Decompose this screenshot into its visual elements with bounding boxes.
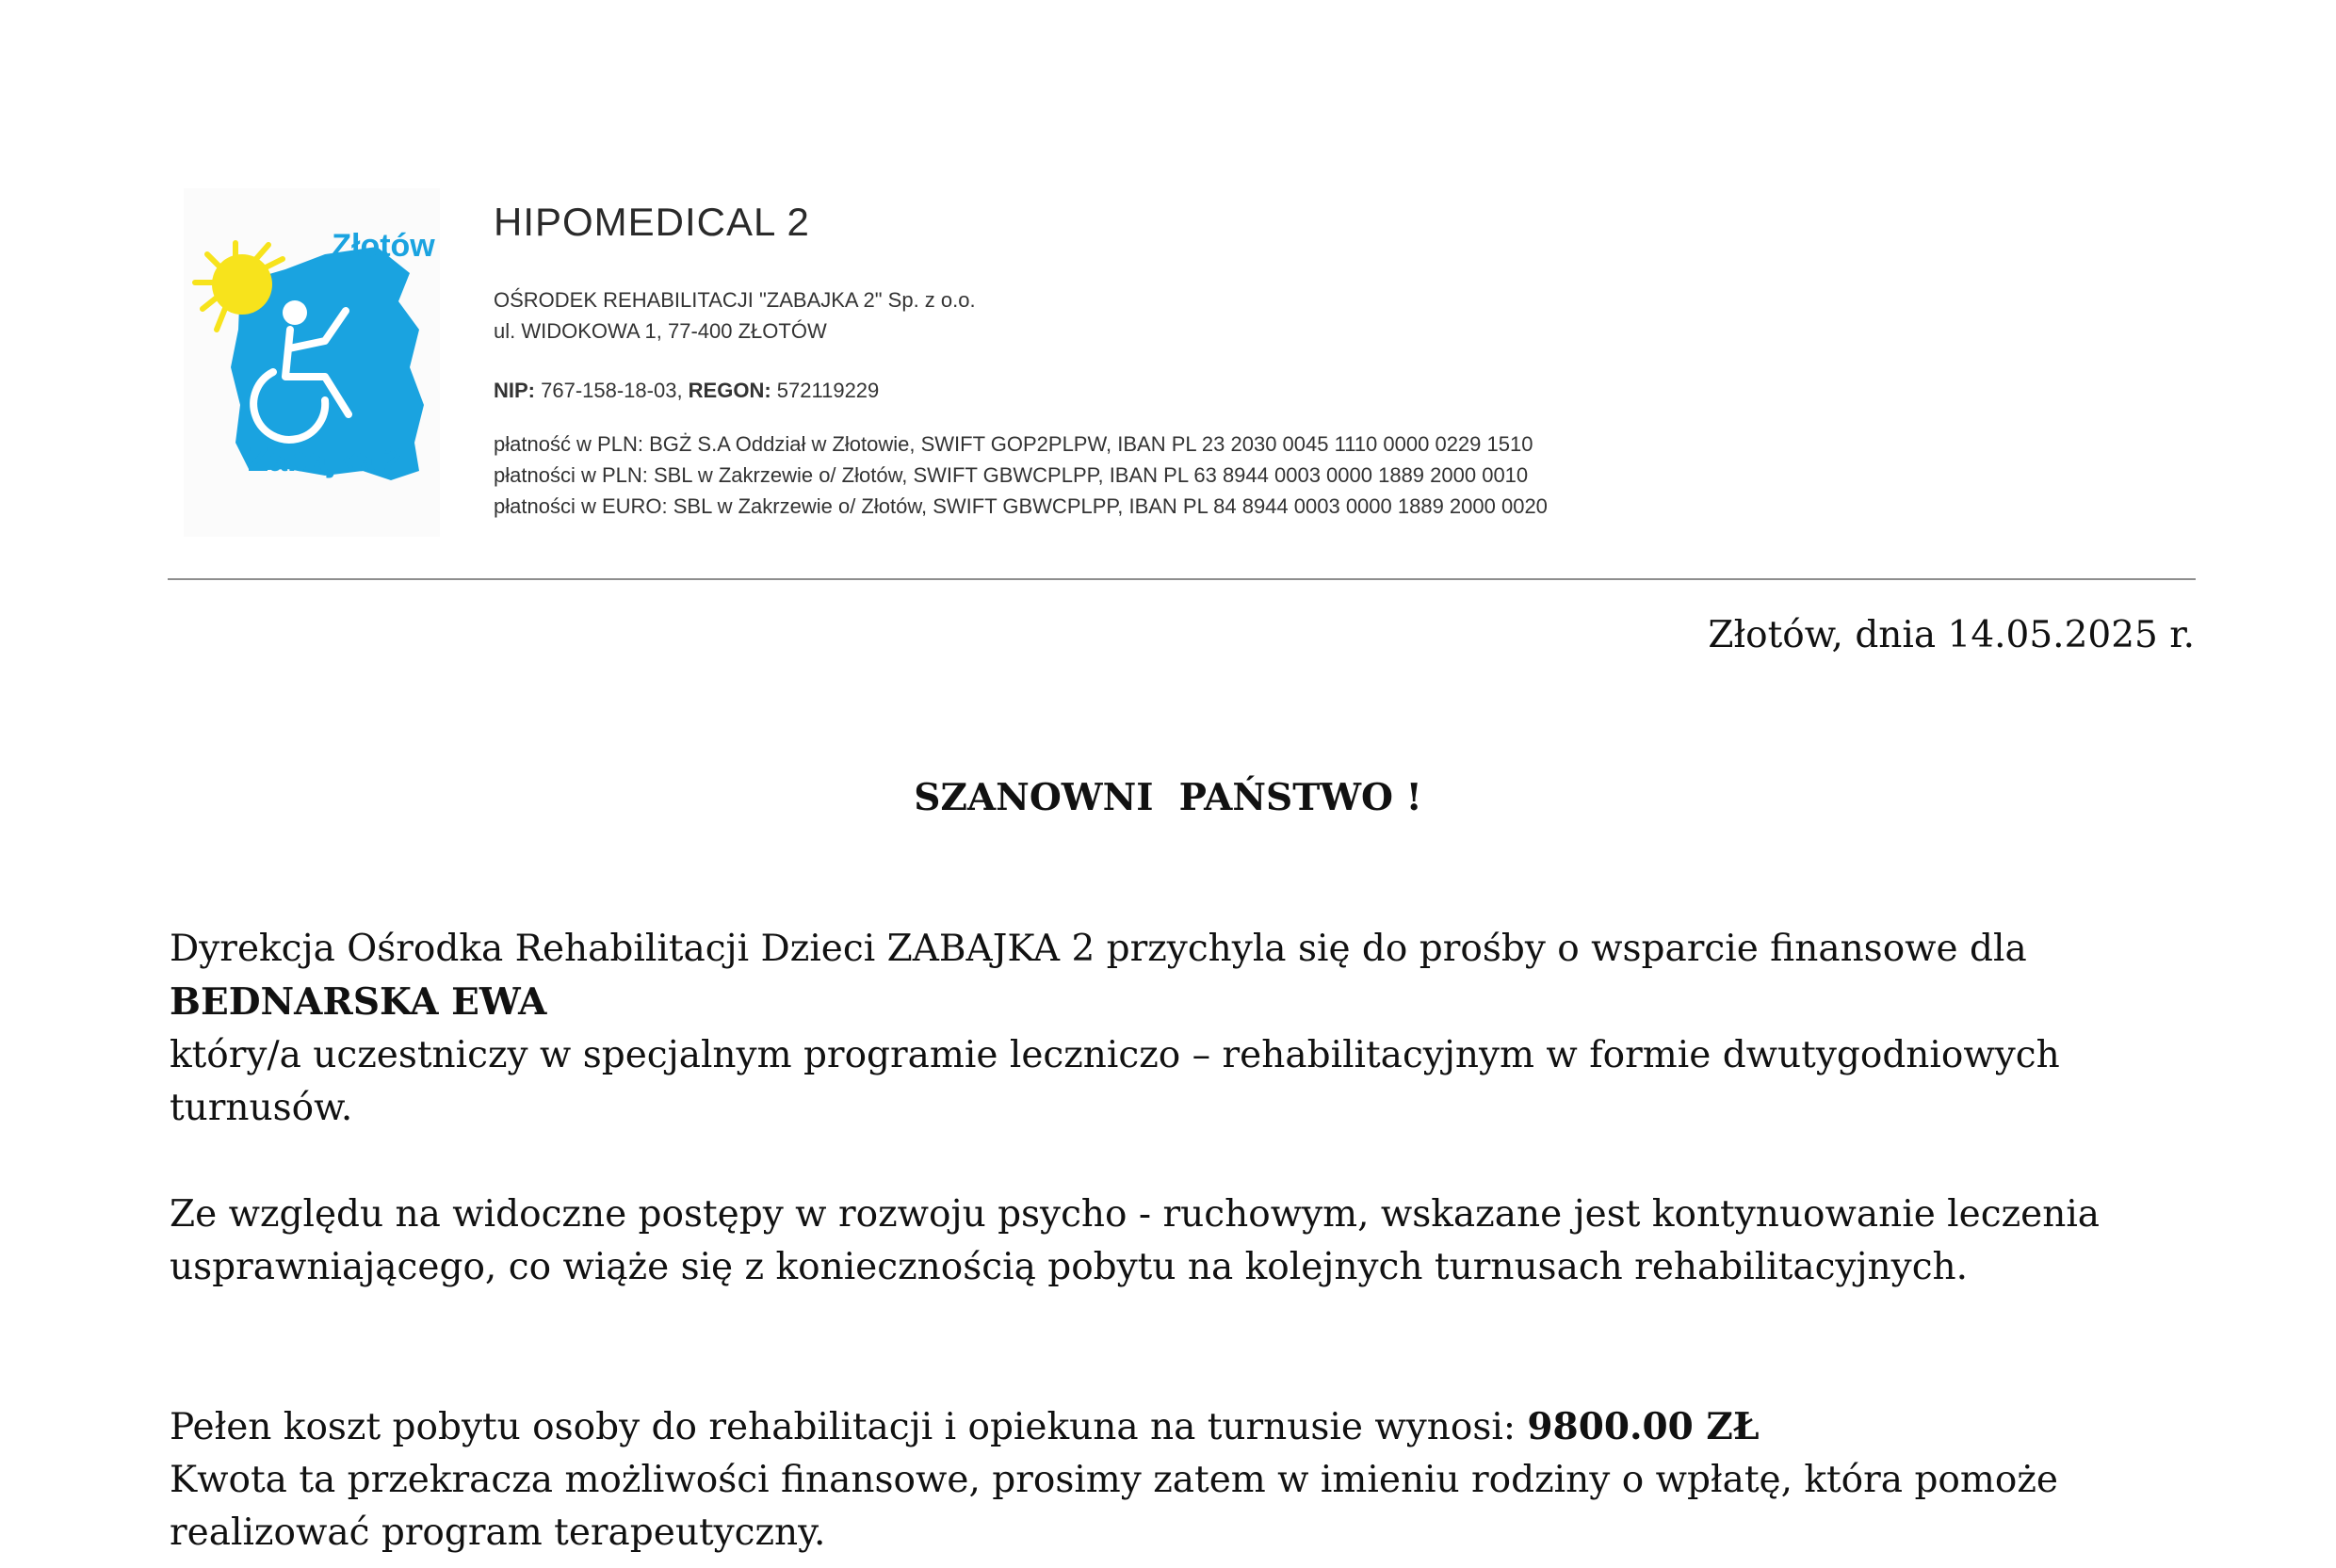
organization-full-name: OŚRODEK REHABILITACJI "ZABAJKA 2" Sp. z o.o. (494, 288, 976, 312)
tax-ids (494, 375, 1548, 406)
regon-value: 572119229 (771, 379, 880, 402)
paragraph-3 (170, 1400, 2195, 1560)
payment-line-2: płatności w PLN: SBL w Zakrzewie o/ Złotów, SWIFT GBWCPLPP, IBAN PL 63 8944 0003 0000 1889 2000 0010 (494, 463, 1529, 487)
organization-name: HIPOMEDICAL 2 (494, 200, 810, 244)
paragraph-2-line-2: usprawniającego, co wiąże się z koniecznością pobytu na kolejnych turnusach rehabilitacyjnych. (170, 1246, 1969, 1288)
paragraph-2-line-1: Ze względu na widoczne postępy w rozwoju psycho - ruchowym, wskazane jest kontynuowanie leczenia (170, 1193, 2101, 1236)
logo-bottom-text: Zabajka 2 (247, 440, 403, 478)
payment-line-1: płatność w PLN: BGŻ S.A Oddział w Złotowie, SWIFT GOP2PLPW, IBAN PL 23 2030 0045 1110 0000 0229 1510 (494, 432, 1533, 456)
zabajka-logo (184, 188, 440, 537)
organization-header (494, 200, 1548, 522)
paragraph-3-line-2: Kwota ta przekracza możliwości finansowe, prosimy zatem w imieniu rodziny o wpłatę, która pomoże (170, 1459, 2058, 1501)
paragraph-1-line-3: który/a uczestniczy w specjalnym programie leczniczo – rehabilitacyjnym w formie dwutygodniowych (170, 1034, 2060, 1076)
payment-line-3: płatności w EURO: SBL w Zakrzewie o/ Złotów, SWIFT GBWCPLPP, IBAN PL 84 8944 0003 0000 1889 2000 0020 (494, 494, 1548, 518)
person-name: BEDNARSKA EWA (170, 980, 547, 1024)
nip-value: 767-158-18-03, (535, 379, 689, 402)
letter-date: Złotów, dnia 14.05.2025 r. (1708, 614, 2195, 656)
logo-top-text: Złotów (332, 228, 435, 264)
nip-label: NIP: (494, 379, 535, 402)
paragraph-1 (170, 923, 2195, 1135)
organization-address: ul. WIDOKOWA 1, 77-400 ZŁOTÓW (494, 319, 827, 343)
cost-text: Pełen koszt pobytu osoby do rehabilitacji i opiekuna na turnusie wynosi: (170, 1406, 1528, 1448)
paragraph-1-line-4: turnusów. (170, 1087, 353, 1129)
letter-greeting: SZANOWNI PAŃSTWO ! (914, 776, 1422, 819)
paragraph-3-line-3: realizować program terapeutyczny. (170, 1511, 826, 1554)
paragraph-2 (170, 1188, 2195, 1294)
paragraph-1-line-1: Dyrekcja Ośrodka Rehabilitacji Dzieci ZABAJKA 2 przychyla się do prośby o wsparcie finansowe dla (170, 928, 2027, 970)
regon-label: REGON: (688, 379, 771, 402)
cost-amount: 9800.00 ZŁ (1527, 1405, 1760, 1448)
header-divider (168, 578, 2196, 580)
